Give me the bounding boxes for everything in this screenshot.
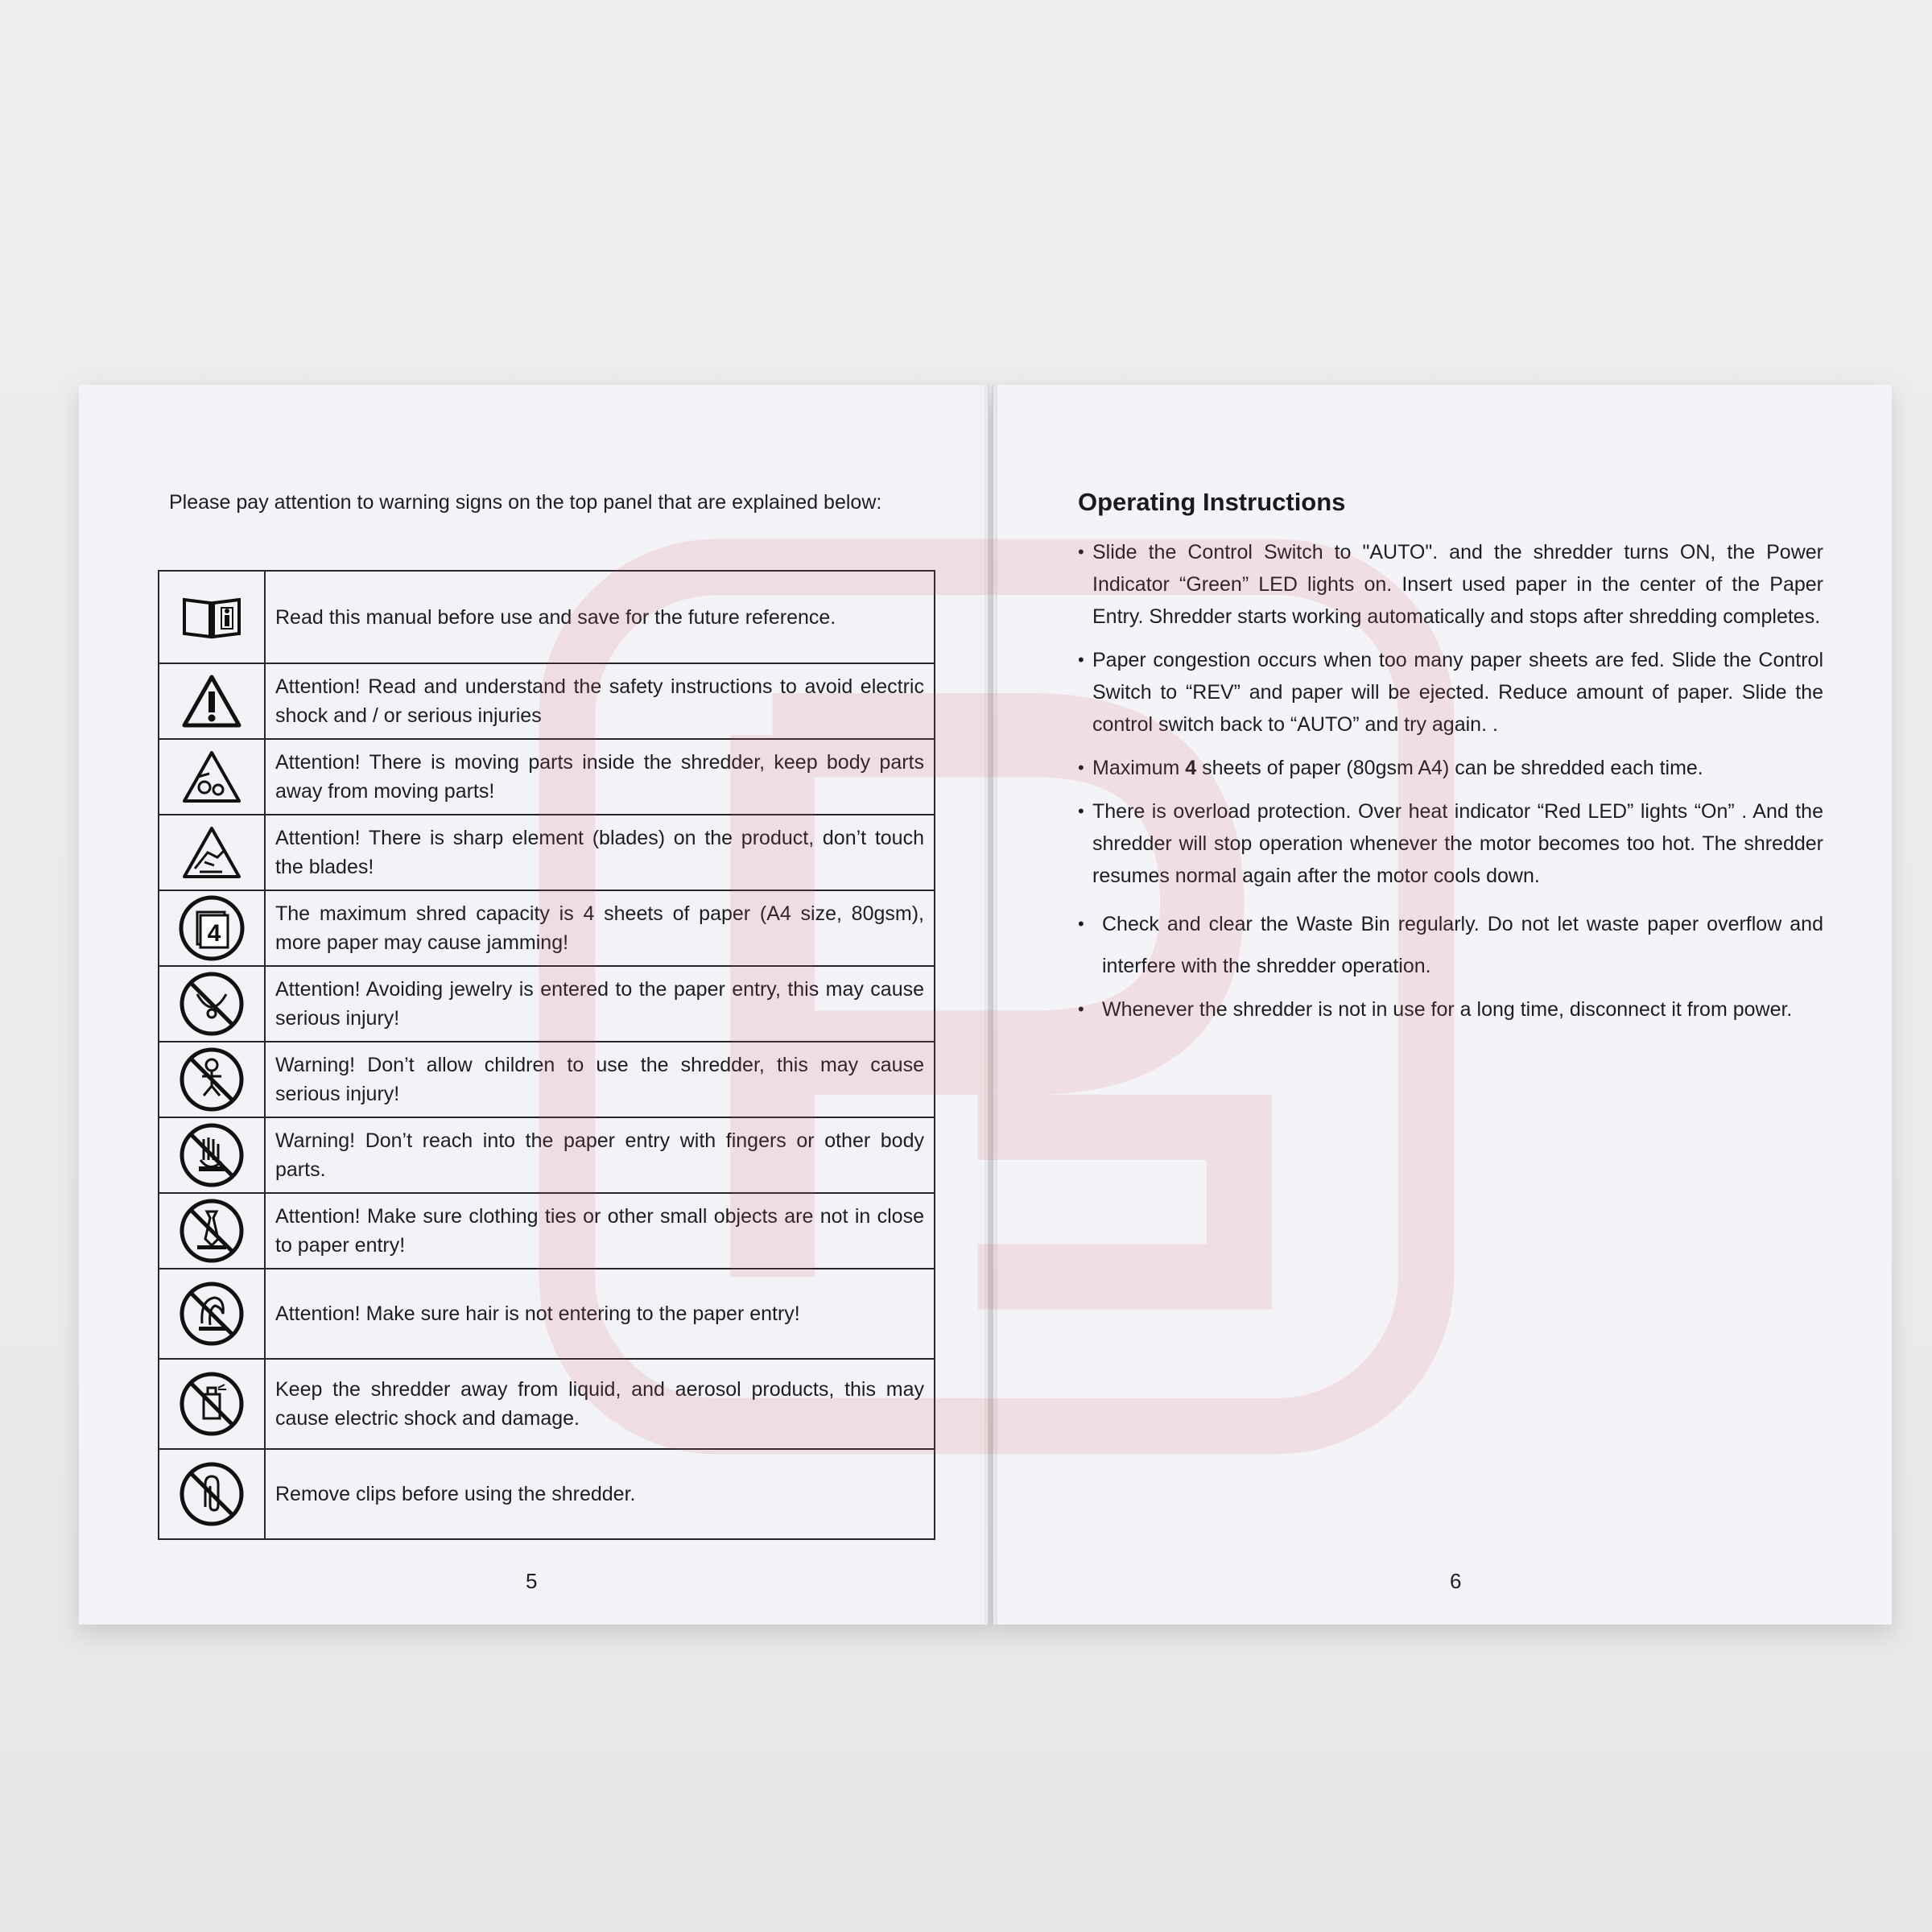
no-jewelry-icon [178, 970, 246, 1038]
page-right [993, 385, 1892, 1624]
list-item: • Paper congestion occurs when too many paper sheets are fed. Slide the Control Switch to “REV” and paper will be ejected. Reduce amount of paper. Slide the control switch back to “AUTO” and try again. . [1078, 644, 1823, 741]
table-row [159, 1117, 935, 1193]
table-row [159, 1193, 935, 1269]
page-left [79, 385, 989, 1624]
warning-intro: Please pay attention to warning signs on the top panel that are explained below: [169, 491, 882, 514]
warning-text: Attention! There is sharp element (blades) on the product, don’t touch the blades! [265, 815, 935, 890]
list-item-text: sheets of paper (80gsm A4) can be shredded each time. [1196, 757, 1703, 779]
manual-info-icon [180, 593, 244, 642]
booklet-spine [985, 385, 997, 1624]
warning-text: Warning! Don’t allow children to use the shredder, this may cause serious injury! [265, 1042, 935, 1117]
list-item: • Whenever the shredder is not in use for a long time, disconnect it from power. [1078, 989, 1823, 1030]
warning-text: Keep the shredder away from liquid, and aerosol products, this may cause electric shock and damage. [265, 1359, 935, 1449]
warning-text: Attention! There is moving parts inside the shredder, keep body parts away from moving parts! [265, 739, 935, 815]
page-number: 5 [526, 1569, 538, 1593]
table-row [159, 1042, 935, 1117]
warning-signs-table [158, 570, 935, 1540]
warning-text: Read this manual before use and save for the future reference. [265, 571, 935, 663]
list-item [1078, 752, 1823, 784]
table-row [159, 739, 935, 815]
warning-text: Attention! Avoiding jewelry is entered to the paper entry, this may cause serious injury! [265, 966, 935, 1042]
moving-parts-triangle-icon [182, 749, 242, 804]
table-row [159, 663, 935, 739]
no-ties-icon [178, 1197, 246, 1265]
warning-text: Remove clips before using the shredder. [265, 1449, 935, 1539]
warning-text: Attention! Read and understand the safety instructions to avoid electric shock and / or serious injuries [265, 663, 935, 739]
svg-text:4: 4 [207, 920, 221, 947]
page-number: 6 [1450, 1569, 1462, 1593]
no-hair-icon [178, 1280, 246, 1348]
warning-text: The maximum shred capacity is 4 sheets of paper (A4 size, 80gsm), more paper may cause jamming! [265, 890, 935, 966]
table-row [159, 1269, 935, 1359]
sheet-count: 4 [1185, 757, 1197, 779]
section-title: Operating Instructions [1078, 488, 1346, 516]
table-row [159, 1359, 935, 1449]
instructions-list [1078, 536, 1823, 1032]
warning-text: Warning! Don’t reach into the paper entry with fingers or other body parts. [265, 1117, 935, 1193]
exclamation-triangle-icon [182, 674, 242, 729]
sharp-blade-triangle-icon [182, 825, 242, 880]
list-item-text: Maximum [1092, 757, 1186, 779]
warning-text: Attention! Make sure hair is not entering to the paper entry! [265, 1269, 935, 1359]
list-item: • There is overload protection. Over heat indicator “Red LED” lights “On” . And the shredder will stop operation whenever the motor becomes too hot. The shredder resumes normal again after the motor cools down. [1078, 795, 1823, 892]
list-item: • Check and clear the Waste Bin regularly. Do not let waste paper overflow and interfere with the shredder operation. [1078, 903, 1823, 987]
open-booklet [79, 385, 1892, 1645]
no-fingers-icon [178, 1121, 246, 1189]
table-row [159, 1449, 935, 1539]
table-row [159, 815, 935, 890]
table-row [159, 966, 935, 1042]
warning-text: Attention! Make sure clothing ties or other small objects are not in close to paper entry! [265, 1193, 935, 1269]
no-clips-icon [178, 1460, 246, 1528]
list-item: • Slide the Control Switch to "AUTO". and the shredder turns ON, the Power Indicator “Green” LED lights on. Insert used paper in the center of the Paper Entry. Shredder starts working automatically and stops after shredding completes. [1078, 536, 1823, 633]
max-4-sheets-icon [178, 894, 246, 962]
no-liquid-aerosol-icon [178, 1370, 246, 1438]
no-children-icon [178, 1046, 246, 1113]
table-row [159, 571, 935, 663]
table-row [159, 890, 935, 966]
